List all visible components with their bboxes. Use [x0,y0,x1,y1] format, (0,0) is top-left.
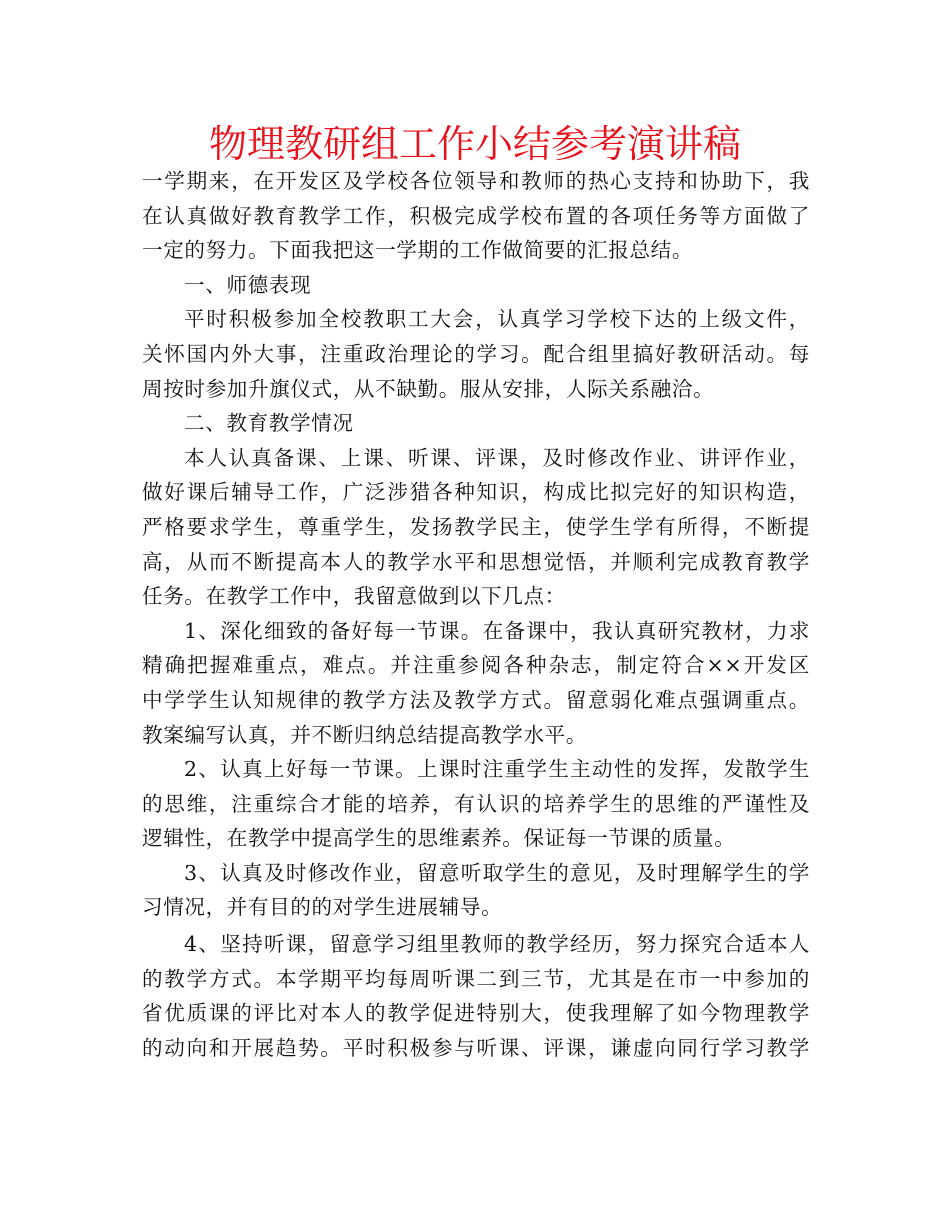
text-line: 关怀国内外大事，注重政治理论的学习。配合组里搞好教研活动。每 [142,341,810,366]
text-line: 习情况，并有目的的对学生进展辅导。 [142,895,503,920]
text-line: 二、教育教学情况 [184,411,354,436]
text-line: 2、认真上好每一节课。上课时注重学生主动性的发挥，发散学生 [184,757,810,782]
text-line: 1、深化细致的备好每一节课。在备课中，我认真研究教材，力求 [184,618,810,643]
text-line: 逻辑性，在教学中提高学生的思维素养。保证每一节课的质量。 [142,826,736,851]
text-line: 省优质课的评比对本人的教学促进特别大，使我理解了如今物理教学 [142,1001,810,1026]
text-line: 做好课后辅导工作，广泛涉猎各种知识，构成比拟完好的知识构造， [142,480,810,505]
text-line: 一、师德表现 [184,272,312,297]
text-line: 的动向和开展趋势。平时积极参与听课、评课，谦虚向同行学习教学 [142,1035,810,1060]
text-line: 在认真做好教育教学工作，积极完成学校布置的各项任务等方面做了 [142,203,810,228]
document-body [142,164,810,1065]
text-line: 周按时参加升旗仪式，从不缺勤。服从安排，人际关系融洽。 [142,376,715,401]
text-line: 任务。在教学工作中，我留意做到以下几点： [142,584,566,609]
text-line: 本人认真备课、上课、听课、评课，及时修改作业、讲评作业， [184,445,810,470]
document-title: 物理教研组工作小结参考演讲稿 [208,122,741,166]
text-line: 高，从而不断提高本人的教学水平和思想觉悟，并顺利完成教育教学 [142,549,810,574]
text-line: 平时积极参加全校教职工大会，认真学习学校下达的上级文件， [184,307,810,332]
text-line: 严格要求学生，尊重学生，发扬教学民主，使学生学有所得，不断提 [142,514,810,539]
text-line: 3、认真及时修改作业，留意听取学生的意见，及时理解学生的学 [184,860,810,885]
text-line: 精确把握难重点，难点。并注重参阅各种杂志，制定符合××开发区 [142,653,810,678]
text-line: 一学期来，在开发区及学校各位领导和教师的热心支持和协助下，我 [142,169,810,193]
text-line: 教案编写认真，并不断归纳总结提高教学水平。 [142,722,588,747]
text-line: 一定的努力。下面我把这一学期的工作做简要的汇报总结。 [142,238,694,263]
text-line: 的教学方式。本学期平均每周听课二到三节，尤其是在市一中参加的 [142,966,810,991]
text-line: 的思维，注重综合才能的培养，有认识的培养学生的思维的严谨性及 [142,791,810,816]
text-line: 4、坚持听课，留意学习组里教师的教学经历，努力探究合适本人 [184,932,810,957]
text-line: 中学学生认知规律的教学方法及教学方式。留意弱化难点强调重点。 [142,687,810,712]
